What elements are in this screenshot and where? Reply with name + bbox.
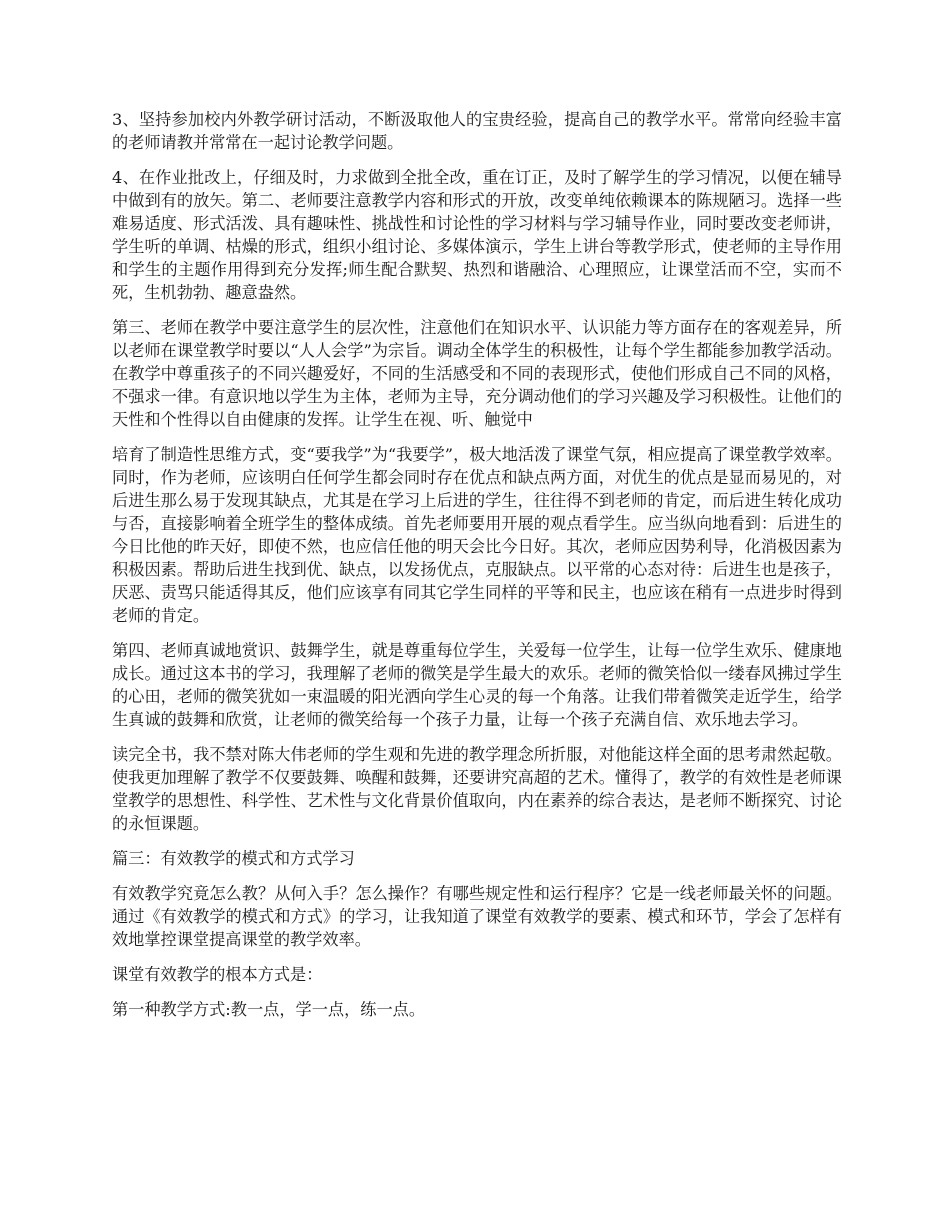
document-page [112, 108, 842, 1033]
paragraph-6: 读完全书，我不禁对陈大伟老师的学生观和先进的教学理念所折服，对他能这样全面的思考肃然起敬。使我更加理解了教学不仅要鼓舞、唤醒和鼓舞，还要讲究高超的艺术。懂得了，教学的有效性是老师课堂教学的思想性、科学性、艺术性与文化背景价值取向，内在素养的综合表达，是老师不断探究、讨论的永恒课题。 [112, 745, 842, 833]
paragraph-4: 培育了制造性思维方式，变“要我学”为“我要学”，极大地活泼了课堂气氛，相应提高了课堂教学效率。同时，作为老师，应该明白任何学生都会同时存在优点和缺点两方面，对优生的优点是显而易见的，对后进生那么易于发现其缺点，尤其是在学习上后进的学生，往往得不到老师的肯定，而后进生转化成功与否，直接影响着全班学生的整体成绩。首先老师要用开展的观点看学生。应当纵向地看到：后进生的今日比他的昨天好，即使不然，也应信任他的明天会比今日好。其次，老师应因势利导，化消极因素为积极因素。帮助后进生找到优、缺点，以发扬优点，克服缺点。以平常的心态对待：后进生也是孩子，厌恶、责骂只能适得其反，他们应该享有同其它学生同样的平等和民主，也应该在稍有一点进步时得到老师的肯定。 [112, 445, 842, 625]
paragraph-3: 第三、老师在教学中要注意学生的层次性，注意他们在知识水平、认识能力等方面存在的客观差异，所以老师在课堂教学时要以“人人会学”为宗旨。调动全体学生的积极性，让每个学生都能参加教学活动。在教学中尊重孩子的不同兴趣爱好，不同的生活感受和不同的表现形式，使他们形成自己不同的风格，不强求一律。有意识地以学生为主体，老师为主导，充分调动他们的学习兴趣及学习积极性。让他们的天性和个性得以自由健康的发挥。让学生在视、听、触觉中 [112, 318, 842, 429]
paragraph-8: 课堂有效教学的根本方式是： [112, 965, 323, 984]
paragraph-5: 第四、老师真诚地赏识、鼓舞学生，就是尊重每位学生，关爱每一位学生，让每一位学生欢乐、健康地成长。通过这本书的学习，我理解了老师的微笑是学生最大的欢乐。老师的微笑恰似一缕春风拂过学生的心田，老师的微笑犹如一束温暖的阳光洒向学生心灵的每一个角落。让我们带着微笑走近学生，给学生真诚的鼓舞和欣赏，让老师的微笑给每一个孩子力量，让每一个孩子充满自信、欢乐地去学习。 [112, 641, 842, 729]
paragraph-2: 4、在作业批改上，仔细及时，力求做到全批全改，重在订正，及时了解学生的学习情况，以便在辅导中做到有的放矢。第二、老师要注意教学内容和形式的开放，改变单纯依赖课本的陈规陋习。选择一些难易适度、形式活泼、具有趣味性、挑战性和讨论性的学习材料与学习辅导作业，同时要改变老师讲，学生听的单调、枯燥的形式，组织小组讨论、多媒体演示，学生上讲台等教学形式，使老师的主导作用和学生的主题作用得到充分发挥;师生配合默契、热烈和谐融洽、心理照应，让课堂活而不空，实而不死，生机勃勃、趣意盎然。 [112, 168, 842, 302]
paragraph-7: 有效教学究竟怎么教？从何入手？怎么操作？有哪些规定性和运行程序？它是一线老师最关怀的问题。通过《有效教学的模式和方式》的学习，让我知道了课堂有效教学的要素、模式和环节，学会了怎样有效地掌控课堂提高课堂的教学效率。 [112, 884, 842, 949]
paragraph-9: 第一种教学方式:教一点，学一点，练一点。 [112, 1000, 426, 1019]
paragraph-1: 3、坚持参加校内外教学研讨活动，不断汲取他人的宝贵经验，提高自己的教学水平。常常向经验丰富的老师请教并常常在一起讨论教学问题。 [112, 110, 842, 152]
section-heading: 篇三：有效教学的模式和方式学习 [112, 849, 355, 868]
